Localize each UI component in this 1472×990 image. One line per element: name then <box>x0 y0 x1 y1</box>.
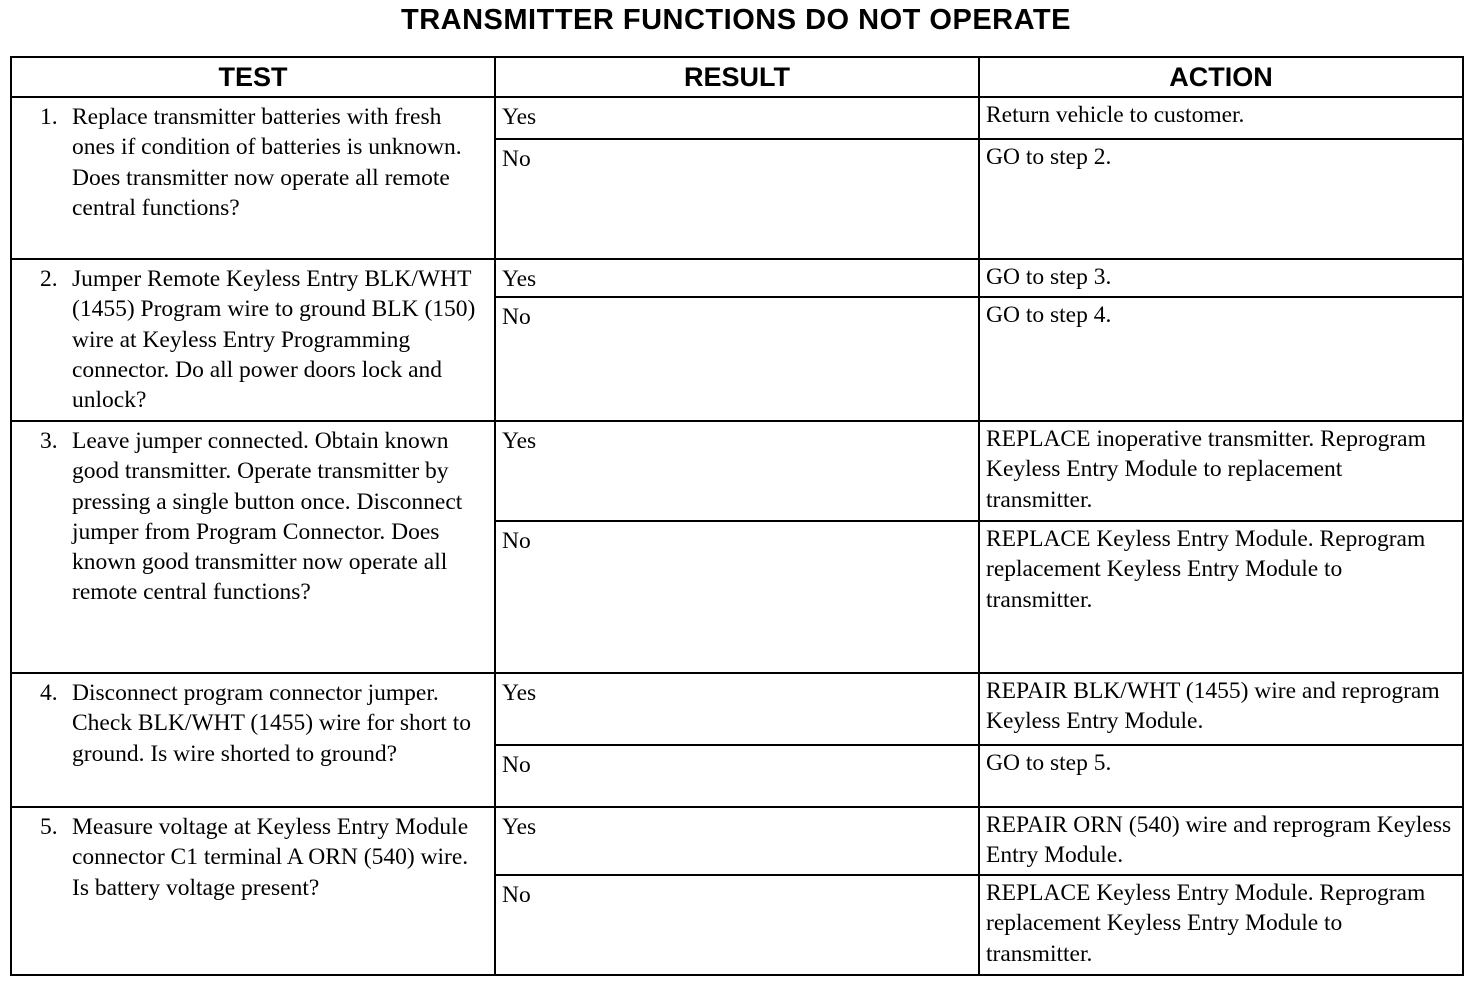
step-2-result-yes: Yes <box>495 259 979 297</box>
step-number: 1. <box>40 104 58 130</box>
step-1-yes-row <box>11 97 1463 139</box>
page-title: TRANSMITTER FUNCTIONS DO NOT OPERATE <box>401 4 1071 36</box>
step-3-yes-row <box>11 421 1463 521</box>
step-4-test-cell <box>11 673 495 807</box>
step-5-result-yes: Yes <box>495 807 979 875</box>
header-row <box>11 57 1463 97</box>
step-5-action-yes: REPAIR ORN (540) wire and reprogram Keyless Entry Module. <box>979 807 1463 875</box>
step-3-action-no: REPLACE Keyless Entry Module. Reprogram replacement Keyless Entry Module to transmitter. <box>979 521 1463 673</box>
step-2-action-no: GO to step 4. <box>979 297 1463 421</box>
header-action: ACTION <box>979 57 1463 97</box>
step-5-action-no: REPLACE Keyless Entry Module. Reprogram replacement Keyless Entry Module to transmitter. <box>979 875 1463 975</box>
step-5-test-cell <box>11 807 495 975</box>
step-1-action-no: GO to step 2. <box>979 139 1463 259</box>
step-1-result-yes: Yes <box>495 97 979 139</box>
step-3-test-cell <box>11 421 495 673</box>
step-4-action-yes: REPAIR BLK/WHT (1455) wire and reprogram Keyless Entry Module. <box>979 673 1463 745</box>
header-test: TEST <box>11 57 495 97</box>
step-4-result-no: No <box>495 745 979 807</box>
step-test-text: Leave jumper connected. Obtain known good transmitter. Operate transmitter by pressing a single button once. Disconnect jumper from Program Connector. Does known good transmitter now operate all remote central functions? <box>72 428 463 606</box>
step-number: 2. <box>40 266 58 292</box>
step-1-test-cell <box>11 97 495 259</box>
step-test-text: Measure voltage at Keyless Entry Module connector C1 terminal A ORN (540) wire. Is battery voltage present? <box>72 814 469 901</box>
step-2-yes-row <box>11 259 1463 297</box>
step-4-yes-row <box>11 673 1463 745</box>
step-4-result-yes: Yes <box>495 673 979 745</box>
step-test-text: Jumper Remote Keyless Entry BLK/WHT (1455) Program wire to ground BLK (150) wire at Keyless Entry Programming connector. Do all power doors lock and unlock? <box>72 266 476 414</box>
step-test-text: Disconnect program connector jumper. Check BLK/WHT (1455) wire for short to ground. Is wire shorted to ground? <box>72 680 471 767</box>
step-test-text: Replace transmitter batteries with fresh ones if condition of batteries is unknown. Does transmitter now operate all remote central functions? <box>72 104 462 221</box>
step-3-result-no: No <box>495 521 979 673</box>
step-1-action-yes: Return vehicle to customer. <box>979 97 1463 139</box>
step-5-yes-row <box>11 807 1463 875</box>
step-number: 3. <box>40 428 58 454</box>
diagnostic-table <box>10 56 1464 976</box>
step-1-result-no: No <box>495 139 979 259</box>
step-2-test-cell <box>11 259 495 421</box>
step-2-action-yes: GO to step 3. <box>979 259 1463 297</box>
step-4-action-no: GO to step 5. <box>979 745 1463 807</box>
header-result: RESULT <box>495 57 979 97</box>
step-number: 4. <box>40 680 58 706</box>
step-3-result-yes: Yes <box>495 421 979 521</box>
step-2-result-no: No <box>495 297 979 421</box>
step-5-result-no: No <box>495 875 979 975</box>
step-3-action-yes: REPLACE inoperative transmitter. Reprogram Keyless Entry Module to replacement transmitter. <box>979 421 1463 521</box>
step-number: 5. <box>40 814 58 840</box>
